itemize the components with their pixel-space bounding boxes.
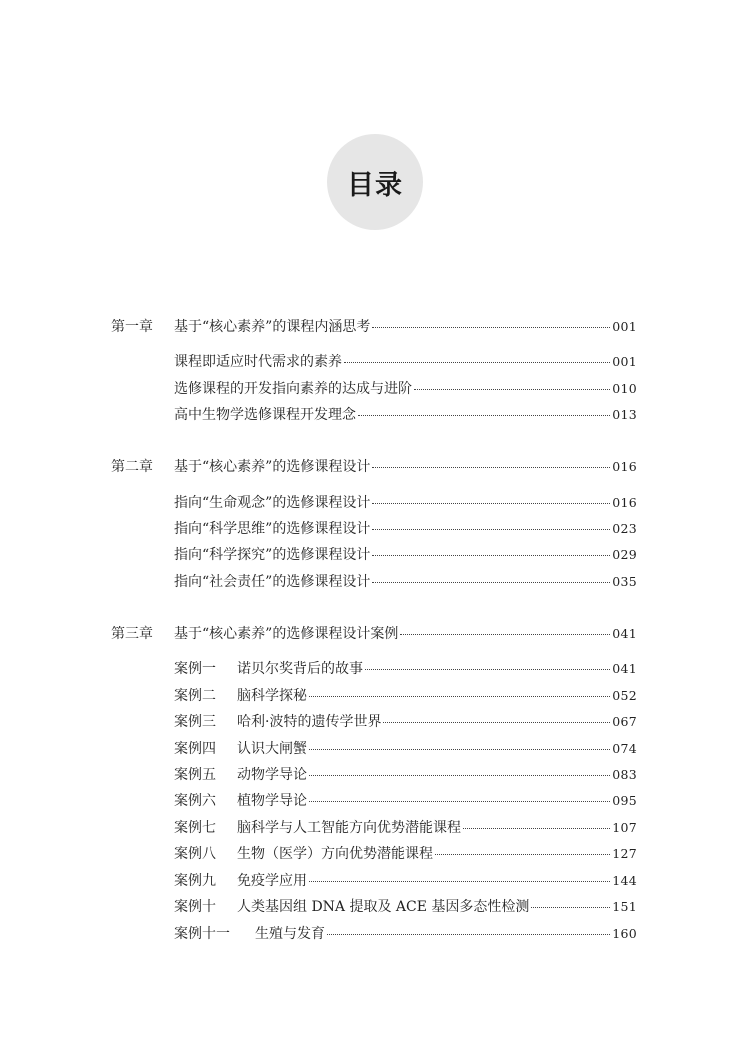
page-number: 052: [612, 688, 637, 703]
chapter-title: 基于“核心素养”的选修课程设计案例: [174, 626, 399, 642]
case-label: 案例七: [174, 820, 216, 836]
dot-leader: [414, 389, 610, 390]
toc-case[interactable]: [174, 845, 637, 863]
dot-leader: [309, 775, 610, 776]
page-number: 067: [612, 714, 637, 729]
page-number: 013: [612, 407, 637, 422]
case-title: 植物学导论: [237, 793, 307, 809]
section-title: 指向“社会责任”的选修课程设计: [174, 574, 371, 590]
dot-leader: [372, 555, 610, 556]
page-number: 029: [612, 547, 637, 562]
chapter-title: 基于“核心素养”的课程内涵思考: [174, 319, 371, 335]
page-number: 010: [612, 381, 637, 396]
toc-section[interactable]: [174, 494, 637, 512]
dot-leader: [365, 669, 610, 670]
toc-case[interactable]: [174, 819, 637, 837]
dot-leader: [309, 749, 610, 750]
page-number: 095: [612, 793, 637, 808]
case-label: 案例十一: [174, 926, 230, 942]
page-number: 144: [612, 873, 637, 888]
toc-chapter-2[interactable]: [111, 458, 637, 476]
page-number: 001: [612, 354, 637, 369]
page-number: 001: [612, 319, 637, 334]
page-number: 035: [612, 574, 637, 589]
page-number: 041: [612, 661, 637, 676]
toc-case[interactable]: [174, 766, 637, 784]
dot-leader: [372, 503, 610, 504]
case-label: 案例三: [174, 714, 216, 730]
case-label: 案例一: [174, 661, 216, 677]
toc-case[interactable]: [174, 660, 637, 678]
dot-leader: [372, 529, 610, 530]
toc-case[interactable]: [174, 713, 637, 731]
dot-leader: [400, 634, 610, 635]
page-number: 160: [612, 926, 637, 941]
section-title: 选修课程的开发指向素养的达成与进阶: [174, 381, 412, 397]
page-number: 041: [612, 626, 637, 641]
section-title: 指向“生命观念”的选修课程设计: [174, 495, 371, 511]
page-number: 083: [612, 767, 637, 782]
section-title: 课程即适应时代需求的素养: [174, 354, 342, 370]
case-title: 诺贝尔奖背后的故事: [237, 661, 363, 677]
toc-section[interactable]: [174, 573, 637, 591]
toc-title-badge: [327, 134, 423, 230]
case-title: 脑科学与人工智能方向优势潜能课程: [237, 820, 461, 836]
dot-leader: [309, 881, 610, 882]
case-label: 案例二: [174, 688, 216, 704]
dot-leader: [435, 854, 610, 855]
section-title: 指向“科学探究”的选修课程设计: [174, 547, 371, 563]
case-title: 人类基因组 DNA 提取及 ACE 基因多态性检测: [237, 899, 530, 915]
chapter-label: 第一章: [111, 319, 153, 335]
toc-case[interactable]: [174, 740, 637, 758]
case-title: 生殖与发育: [255, 926, 325, 942]
page-number: 107: [612, 820, 637, 835]
dot-leader: [463, 828, 610, 829]
toc-case[interactable]: [174, 898, 637, 916]
dot-leader: [372, 467, 610, 468]
case-title: 免疫学应用: [237, 873, 307, 889]
section-title: 高中生物学选修课程开发理念: [174, 407, 356, 423]
case-title: 哈利·波特的遗传学世界: [237, 714, 382, 730]
toc-section[interactable]: [174, 406, 637, 424]
toc-case[interactable]: [174, 687, 637, 705]
page-number: 016: [612, 495, 637, 510]
case-label: 案例八: [174, 846, 216, 862]
dot-leader: [531, 907, 610, 908]
case-title: 生物（医学）方向优势潜能课程: [237, 846, 433, 862]
toc-chapter-1[interactable]: [111, 318, 637, 336]
page-number: 151: [612, 899, 637, 914]
case-label: 案例五: [174, 767, 216, 783]
section-title: 指向“科学思维”的选修课程设计: [174, 521, 371, 537]
toc-case[interactable]: [174, 925, 637, 943]
page-number: 127: [612, 846, 637, 861]
case-label: 案例十: [174, 899, 216, 915]
case-label: 案例六: [174, 793, 216, 809]
dot-leader: [372, 327, 610, 328]
case-title: 认识大闸蟹: [237, 741, 307, 757]
toc-section[interactable]: [174, 546, 637, 564]
dot-leader: [327, 934, 610, 935]
dot-leader: [383, 722, 610, 723]
dot-leader: [344, 362, 610, 363]
case-title: 脑科学探秘: [237, 688, 307, 704]
case-label: 案例四: [174, 741, 216, 757]
chapter-title: 基于“核心素养”的选修课程设计: [174, 459, 371, 475]
toc-case[interactable]: [174, 872, 637, 890]
toc-section[interactable]: [174, 380, 637, 398]
chapter-label: 第三章: [111, 626, 153, 642]
dot-leader: [358, 415, 610, 416]
page-number: 023: [612, 521, 637, 536]
toc-chapter-3[interactable]: [111, 625, 637, 643]
case-title: 动物学导论: [237, 767, 307, 783]
chapter-label: 第二章: [111, 459, 153, 475]
page-number: 016: [612, 459, 637, 474]
page-title: 目录: [347, 169, 403, 201]
page-number: 074: [612, 741, 637, 756]
toc-section[interactable]: [174, 520, 637, 538]
dot-leader: [309, 801, 610, 802]
toc-section[interactable]: [174, 353, 637, 371]
dot-leader: [309, 696, 610, 697]
dot-leader: [372, 582, 610, 583]
case-label: 案例九: [174, 873, 216, 889]
toc-case[interactable]: [174, 792, 637, 810]
